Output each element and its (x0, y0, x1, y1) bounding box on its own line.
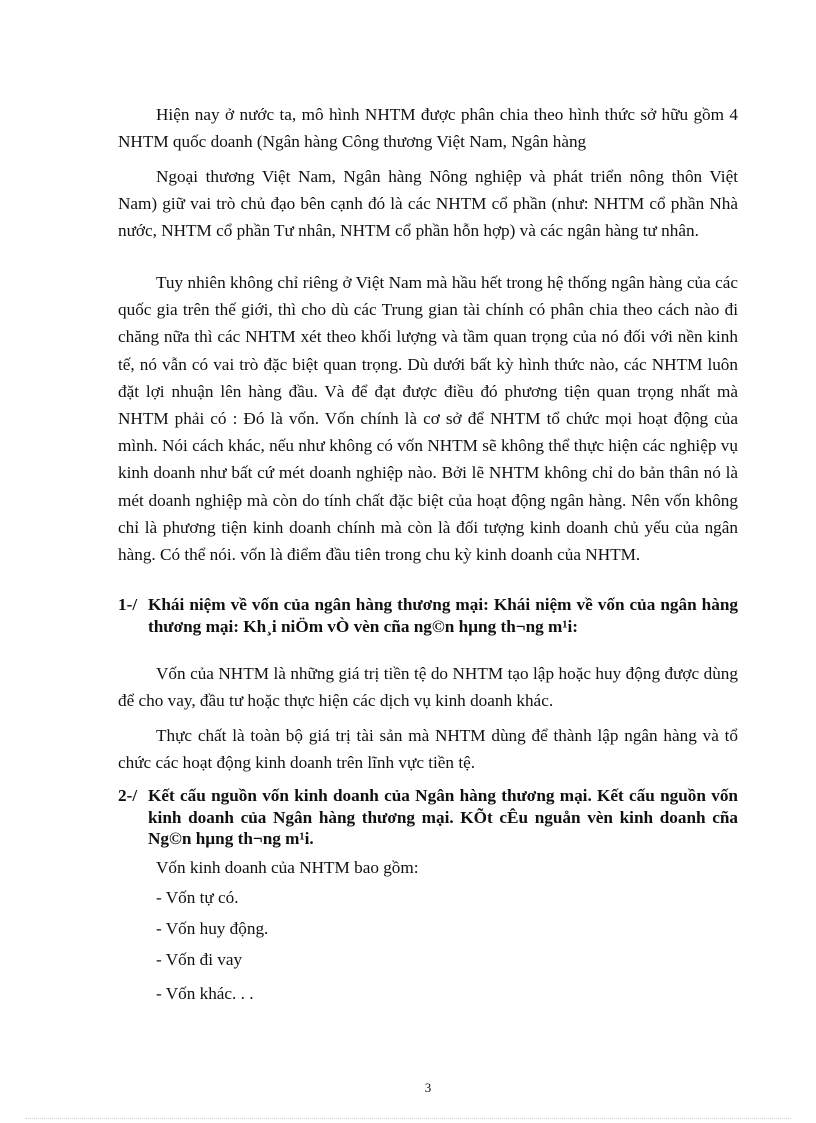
section-2-heading (118, 785, 738, 850)
list-item: - Vốn tự có. (156, 888, 239, 907)
section-2-number: 2-/ (118, 786, 138, 805)
list-item: - Vốn huy động. (156, 919, 269, 938)
page-bottom-divider (25, 1118, 791, 1119)
section-1-essence: Thực chất là toàn bộ giá trị tài sản mà NHTM dùng để thành lập ngân hàng và tổ chức các hoạt động kinh doanh trên lĩnh vực tiền tệ. (118, 726, 738, 773)
list-item: - Vốn đi vay (156, 950, 243, 969)
section-1-title: Khái niệm về vốn của ngân hàng thương mại: Khái niệm về vốn của ngân hàng thương mại: Kh¸i niÖm vÒ vèn cña ng©n hµng th¬ng m¹i: (148, 595, 738, 636)
paragraph-intro: Hiện nay ở nước ta, mô hình NHTM được phân chia theo hình thức sở hữu gồm 4 NHTM quốc doanh (Ngân hàng Công thương Việt Nam, Ngân hàng (118, 105, 738, 152)
list-item: - Vốn khác. . . (156, 984, 254, 1003)
section-2-intro: Vốn kinh doanh của NHTM bao gồm: (156, 858, 419, 877)
section-2-title: Kết cấu nguồn vốn kinh doanh của Ngân hàng thương mại. Kết cấu nguồn vốn kinh doanh của Ngân hàng thương mại. KÕt cÊu nguån vèn kinh doanh cña Ng©n hµng th¬ng m¹i. (148, 786, 738, 848)
paragraph-intro-continued: Ngoại thương Việt Nam, Ngân hàng Nông nghiệp và phát triển nông thôn Việt Nam) giữ vai trò chủ đạo bên cạnh đó là các NHTM cổ phần (như: NHTM cổ phần Nhà nước, NHTM cổ phần Tư nhân, NHTM cổ phần hỗn hợp) và các ngân hàng tư nhân. (118, 167, 738, 241)
page-number: 3 (424, 1080, 432, 1095)
section-1-definition: Vốn của NHTM là những giá trị tiền tệ do NHTM tạo lập hoặc huy động được dùng để cho vay, đầu tư hoặc thực hiện các dịch vụ kinh doanh khác. (118, 664, 738, 711)
paragraph-capital-role: Tuy nhiên không chỉ riêng ở Việt Nam mà hầu hết trong hệ thống ngân hàng của các quốc gia trên thế giới, thì cho dù các Trung gian tài chính có phân chia theo cách nào đi chăng nữa thì các NHTM xét theo khối lượng và tầm quan trọng của nó đối với nền kinh tế, nó vẫn có vai trò đặc biệt quan trọng. Dù dưới bất kỳ hình thức nào, các NHTM luôn đặt lợi nhuận lên hàng đầu. Và để đạt được điều đó phương tiện quan trọng nhất mà NHTM phải có : Đó là vốn. Vốn chính là cơ sở để NHTM tổ chức mọi hoạt động của mình. Nói cách khác, nếu như không có vốn NHTM sẽ không thể thực hiện các nghiệp vụ kinh doanh như bất cứ mét doanh nghiệp nào. Bởi lẽ NHTM không chỉ do bản thân nó là mét doanh nghiệp mà còn do tính chất đặc biệt của hoạt động ngân hàng. Nên vốn không chỉ là phương tiện kinh doanh chính mà còn là đối tượng kinh doanh chủ yếu của ngân hàng. Có thể nói. vốn là điểm đầu tiên trong chu kỳ kinh doanh của NHTM. (118, 273, 738, 565)
section-1-heading (118, 594, 738, 637)
section-1-number: 1-/ (118, 595, 138, 614)
